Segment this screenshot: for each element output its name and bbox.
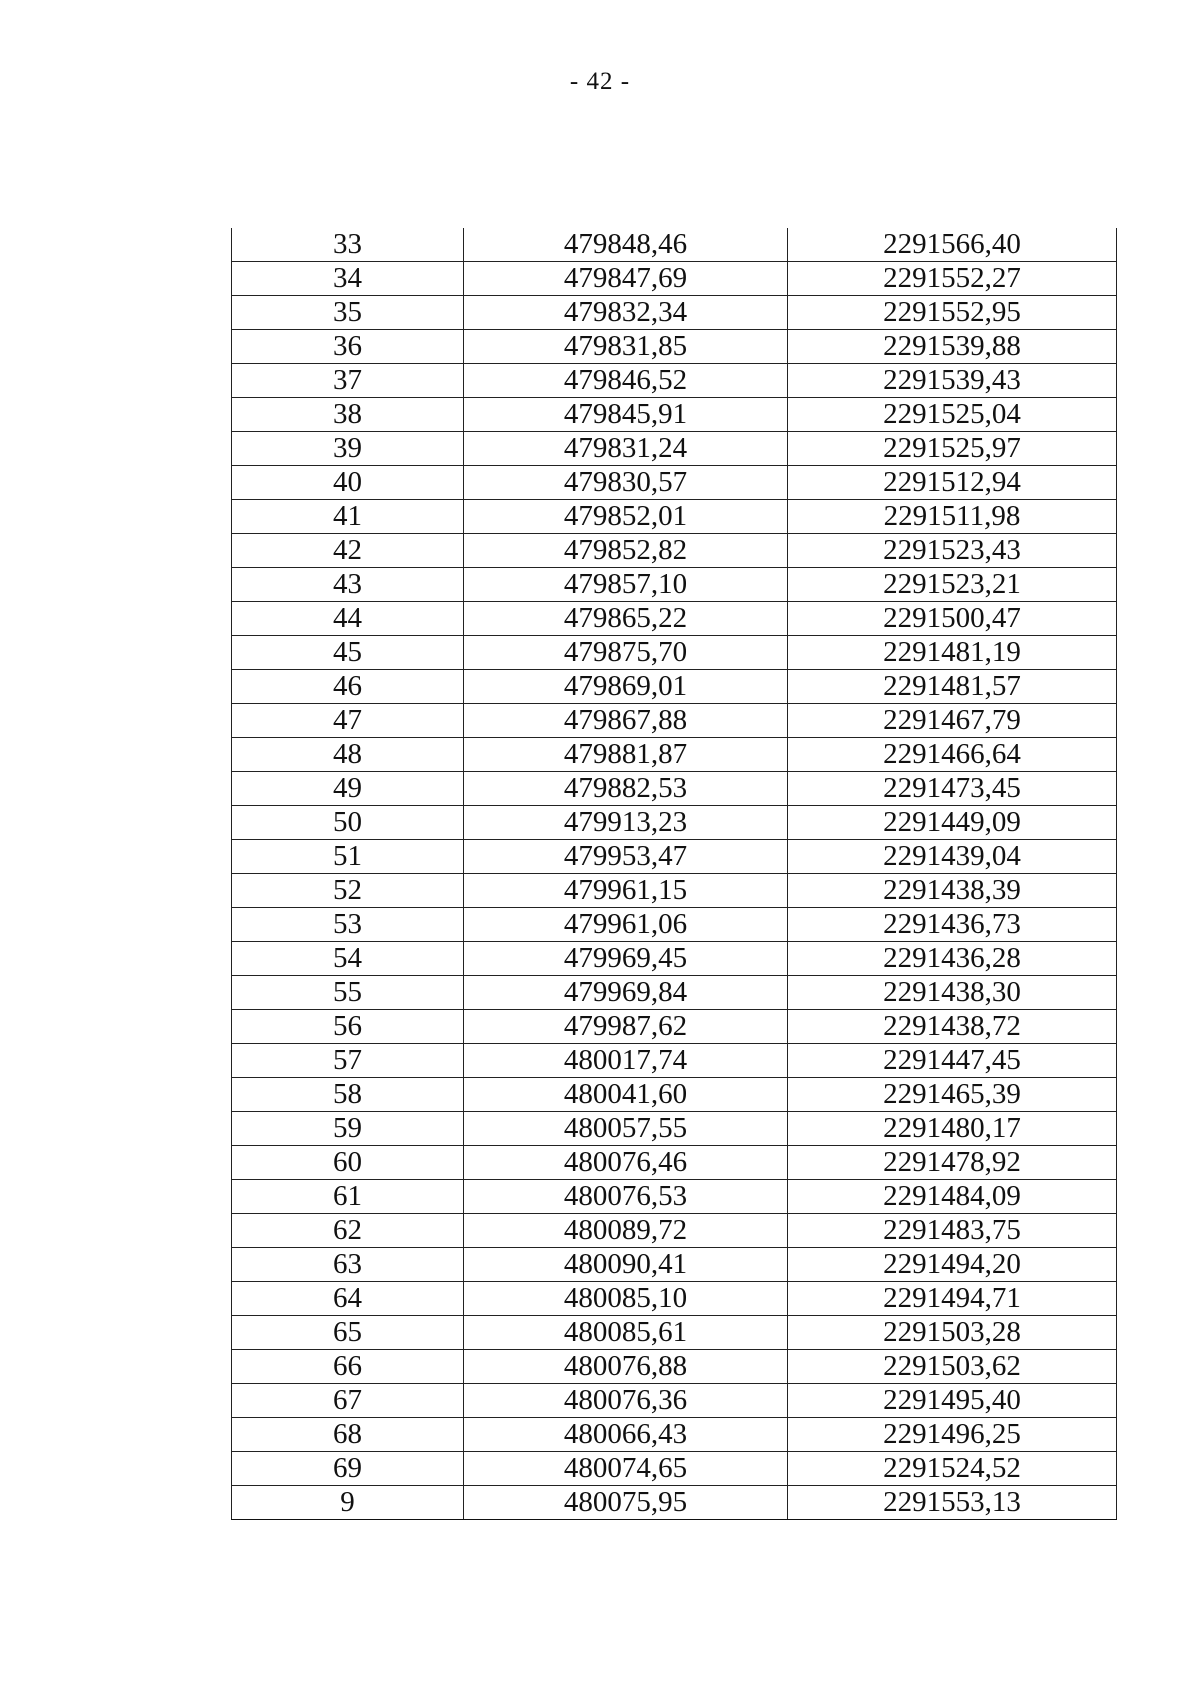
x-coordinate-cell: 479913,23 xyxy=(464,806,788,840)
x-coordinate-cell: 480057,55 xyxy=(464,1112,788,1146)
x-coordinate-cell: 479969,84 xyxy=(464,976,788,1010)
y-coordinate-cell: 2291503,62 xyxy=(788,1350,1117,1384)
point-number-cell: 57 xyxy=(232,1044,464,1078)
x-coordinate-cell: 479881,87 xyxy=(464,738,788,772)
point-number-cell: 47 xyxy=(232,704,464,738)
x-coordinate-cell: 479857,10 xyxy=(464,568,788,602)
y-coordinate-cell: 2291512,94 xyxy=(788,466,1117,500)
y-coordinate-cell: 2291566,40 xyxy=(788,228,1117,262)
x-coordinate-cell: 479969,45 xyxy=(464,942,788,976)
table-row xyxy=(232,1418,1117,1452)
point-number-cell: 49 xyxy=(232,772,464,806)
point-number-cell: 67 xyxy=(232,1384,464,1418)
point-number-cell: 51 xyxy=(232,840,464,874)
y-coordinate-cell: 2291449,09 xyxy=(788,806,1117,840)
table-row xyxy=(232,330,1117,364)
table-row xyxy=(232,840,1117,874)
y-coordinate-cell: 2291466,64 xyxy=(788,738,1117,772)
y-coordinate-cell: 2291524,52 xyxy=(788,1452,1117,1486)
point-number-cell: 60 xyxy=(232,1146,464,1180)
point-number-cell: 46 xyxy=(232,670,464,704)
point-number-cell: 68 xyxy=(232,1418,464,1452)
y-coordinate-cell: 2291552,27 xyxy=(788,262,1117,296)
point-number-cell: 36 xyxy=(232,330,464,364)
point-number-cell: 69 xyxy=(232,1452,464,1486)
point-number-cell: 55 xyxy=(232,976,464,1010)
y-coordinate-cell: 2291500,47 xyxy=(788,602,1117,636)
x-coordinate-cell: 480041,60 xyxy=(464,1078,788,1112)
x-coordinate-cell: 479847,69 xyxy=(464,262,788,296)
table-row xyxy=(232,942,1117,976)
x-coordinate-cell: 479831,85 xyxy=(464,330,788,364)
x-coordinate-cell: 479848,46 xyxy=(464,228,788,262)
table-row xyxy=(232,534,1117,568)
point-number-cell: 39 xyxy=(232,432,464,466)
x-coordinate-cell: 479961,15 xyxy=(464,874,788,908)
table-row xyxy=(232,636,1117,670)
y-coordinate-cell: 2291478,92 xyxy=(788,1146,1117,1180)
x-coordinate-cell: 479845,91 xyxy=(464,398,788,432)
y-coordinate-cell: 2291495,40 xyxy=(788,1384,1117,1418)
y-coordinate-cell: 2291539,43 xyxy=(788,364,1117,398)
point-number-cell: 56 xyxy=(232,1010,464,1044)
y-coordinate-cell: 2291523,21 xyxy=(788,568,1117,602)
x-coordinate-cell: 480076,53 xyxy=(464,1180,788,1214)
point-number-cell: 33 xyxy=(232,228,464,262)
point-number-cell: 54 xyxy=(232,942,464,976)
table-row xyxy=(232,1282,1117,1316)
point-number-cell: 44 xyxy=(232,602,464,636)
point-number-cell: 35 xyxy=(232,296,464,330)
table-row xyxy=(232,738,1117,772)
point-number-cell: 59 xyxy=(232,1112,464,1146)
table-row xyxy=(232,1248,1117,1282)
point-number-cell: 53 xyxy=(232,908,464,942)
y-coordinate-cell: 2291494,20 xyxy=(788,1248,1117,1282)
point-number-cell: 61 xyxy=(232,1180,464,1214)
point-number-cell: 66 xyxy=(232,1350,464,1384)
y-coordinate-cell: 2291525,97 xyxy=(788,432,1117,466)
y-coordinate-cell: 2291483,75 xyxy=(788,1214,1117,1248)
point-number-cell: 58 xyxy=(232,1078,464,1112)
y-coordinate-cell: 2291553,13 xyxy=(788,1486,1117,1520)
table-row xyxy=(232,466,1117,500)
x-coordinate-cell: 479961,06 xyxy=(464,908,788,942)
table-row xyxy=(232,908,1117,942)
y-coordinate-cell: 2291481,19 xyxy=(788,636,1117,670)
x-coordinate-cell: 479852,82 xyxy=(464,534,788,568)
table-row xyxy=(232,1146,1117,1180)
y-coordinate-cell: 2291523,43 xyxy=(788,534,1117,568)
y-coordinate-cell: 2291447,45 xyxy=(788,1044,1117,1078)
point-number-cell: 52 xyxy=(232,874,464,908)
table-row xyxy=(232,670,1117,704)
x-coordinate-cell: 479831,24 xyxy=(464,432,788,466)
point-number-cell: 38 xyxy=(232,398,464,432)
x-coordinate-cell: 480089,72 xyxy=(464,1214,788,1248)
point-number-cell: 45 xyxy=(232,636,464,670)
y-coordinate-cell: 2291438,39 xyxy=(788,874,1117,908)
y-coordinate-cell: 2291511,98 xyxy=(788,500,1117,534)
table-row xyxy=(232,1044,1117,1078)
y-coordinate-cell: 2291494,71 xyxy=(788,1282,1117,1316)
table-row xyxy=(232,1112,1117,1146)
y-coordinate-cell: 2291480,17 xyxy=(788,1112,1117,1146)
x-coordinate-cell: 479882,53 xyxy=(464,772,788,806)
coordinates-table xyxy=(231,228,1117,1520)
y-coordinate-cell: 2291436,28 xyxy=(788,942,1117,976)
y-coordinate-cell: 2291503,28 xyxy=(788,1316,1117,1350)
table-row xyxy=(232,1010,1117,1044)
y-coordinate-cell: 2291438,72 xyxy=(788,1010,1117,1044)
table-row xyxy=(232,228,1117,262)
point-number-cell: 64 xyxy=(232,1282,464,1316)
table-row xyxy=(232,704,1117,738)
table-row xyxy=(232,1078,1117,1112)
table-row xyxy=(232,1180,1117,1214)
x-coordinate-cell: 479875,70 xyxy=(464,636,788,670)
y-coordinate-cell: 2291539,88 xyxy=(788,330,1117,364)
point-number-cell: 42 xyxy=(232,534,464,568)
table-row xyxy=(232,1486,1117,1520)
x-coordinate-cell: 479953,47 xyxy=(464,840,788,874)
table-row xyxy=(232,602,1117,636)
table-row xyxy=(232,432,1117,466)
table-row xyxy=(232,1452,1117,1486)
table-row xyxy=(232,568,1117,602)
point-number-cell: 65 xyxy=(232,1316,464,1350)
x-coordinate-cell: 479869,01 xyxy=(464,670,788,704)
table-row xyxy=(232,1316,1117,1350)
point-number-cell: 40 xyxy=(232,466,464,500)
point-number-cell: 63 xyxy=(232,1248,464,1282)
table-row xyxy=(232,1350,1117,1384)
x-coordinate-cell: 479832,34 xyxy=(464,296,788,330)
table-row xyxy=(232,262,1117,296)
x-coordinate-cell: 480085,61 xyxy=(464,1316,788,1350)
point-number-cell: 34 xyxy=(232,262,464,296)
point-number-cell: 48 xyxy=(232,738,464,772)
x-coordinate-cell: 480090,41 xyxy=(464,1248,788,1282)
table-row xyxy=(232,398,1117,432)
y-coordinate-cell: 2291484,09 xyxy=(788,1180,1117,1214)
y-coordinate-cell: 2291465,39 xyxy=(788,1078,1117,1112)
table-row xyxy=(232,296,1117,330)
x-coordinate-cell: 479865,22 xyxy=(464,602,788,636)
y-coordinate-cell: 2291439,04 xyxy=(788,840,1117,874)
x-coordinate-cell: 479987,62 xyxy=(464,1010,788,1044)
table-row xyxy=(232,1214,1117,1248)
point-number-cell: 62 xyxy=(232,1214,464,1248)
table-row xyxy=(232,1384,1117,1418)
x-coordinate-cell: 479846,52 xyxy=(464,364,788,398)
coordinates-table-body xyxy=(232,228,1117,1520)
y-coordinate-cell: 2291438,30 xyxy=(788,976,1117,1010)
table-row xyxy=(232,976,1117,1010)
y-coordinate-cell: 2291467,79 xyxy=(788,704,1117,738)
x-coordinate-cell: 480085,10 xyxy=(464,1282,788,1316)
x-coordinate-cell: 480076,88 xyxy=(464,1350,788,1384)
x-coordinate-cell: 479830,57 xyxy=(464,466,788,500)
point-number-cell: 37 xyxy=(232,364,464,398)
x-coordinate-cell: 480017,74 xyxy=(464,1044,788,1078)
x-coordinate-cell: 480074,65 xyxy=(464,1452,788,1486)
table-row xyxy=(232,500,1117,534)
table-row xyxy=(232,806,1117,840)
x-coordinate-cell: 479852,01 xyxy=(464,500,788,534)
point-number-cell: 43 xyxy=(232,568,464,602)
y-coordinate-cell: 2291436,73 xyxy=(788,908,1117,942)
table-row xyxy=(232,772,1117,806)
page-number: - 42 - xyxy=(569,68,631,95)
table-row xyxy=(232,874,1117,908)
y-coordinate-cell: 2291525,04 xyxy=(788,398,1117,432)
x-coordinate-cell: 480076,36 xyxy=(464,1384,788,1418)
point-number-cell: 41 xyxy=(232,500,464,534)
y-coordinate-cell: 2291481,57 xyxy=(788,670,1117,704)
x-coordinate-cell: 479867,88 xyxy=(464,704,788,738)
point-number-cell: 9 xyxy=(232,1486,464,1520)
x-coordinate-cell: 480066,43 xyxy=(464,1418,788,1452)
x-coordinate-cell: 480076,46 xyxy=(464,1146,788,1180)
y-coordinate-cell: 2291496,25 xyxy=(788,1418,1117,1452)
point-number-cell: 50 xyxy=(232,806,464,840)
x-coordinate-cell: 480075,95 xyxy=(464,1486,788,1520)
y-coordinate-cell: 2291552,95 xyxy=(788,296,1117,330)
y-coordinate-cell: 2291473,45 xyxy=(788,772,1117,806)
table-row xyxy=(232,364,1117,398)
